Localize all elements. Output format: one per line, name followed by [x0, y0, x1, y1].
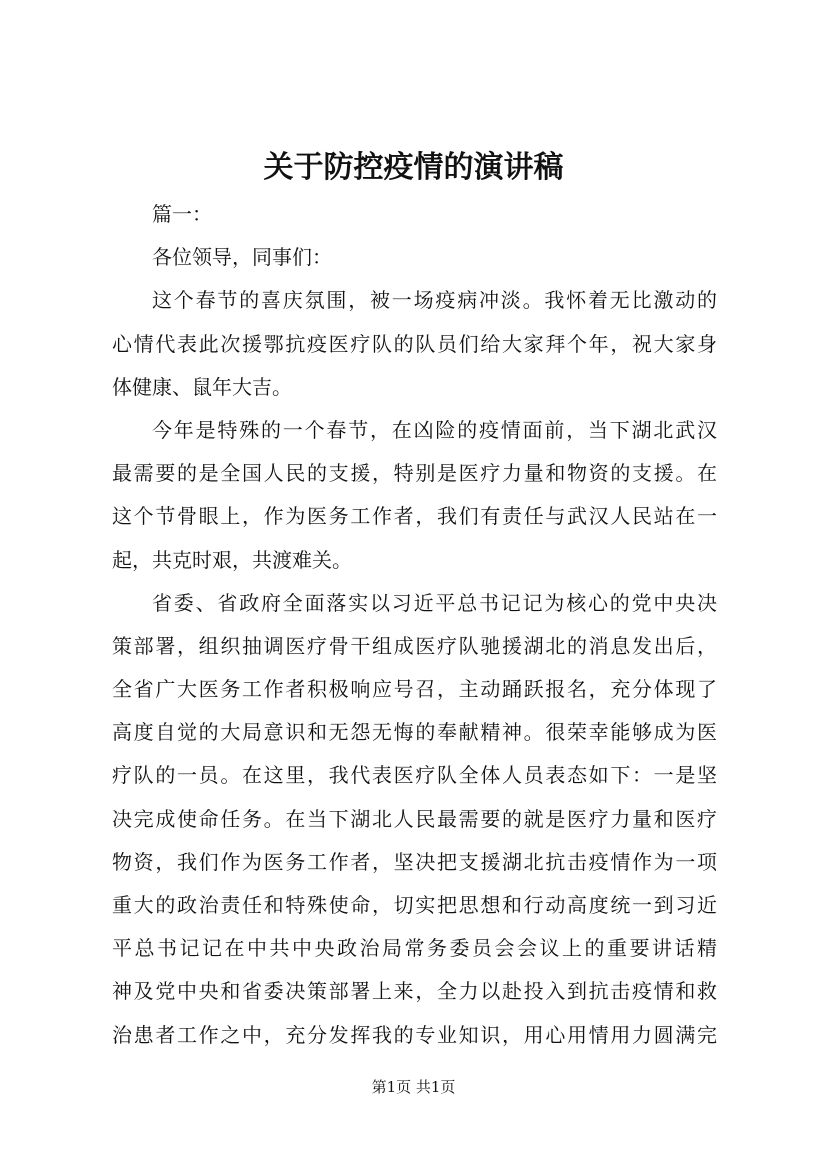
body-line: 最需要的是全国人民的支援，特别是医疗力量和物资的支援。在: [112, 461, 717, 486]
document-body: [112, 193, 717, 1057]
body-line: 省委、省政府全面落实以习近平总书记记为核心的党中央决: [152, 590, 717, 615]
body-line: 今年是特殊的一个春节，在凶险的疫情面前，当下湖北武汉: [152, 417, 717, 442]
body-line: 各位领导，同事们：: [152, 245, 332, 270]
body-line: 篇一：: [152, 202, 212, 226]
body-line: 治患者工作之中，充分发挥我的专业知识，用心用情用力圆满完: [112, 1022, 717, 1047]
body-line: 平总书记记在中共中央政治局常务委员会会议上的重要讲话精: [112, 936, 717, 961]
body-line: 疗队的一员。在这里，我代表医疗队全体人员表态如下：一是坚: [112, 763, 717, 788]
body-line: 全省广大医务工作者积极响应号召，主动踊跃报名，充分体现了: [112, 677, 717, 702]
body-line: 策部署，组织抽调医疗骨干组成医疗队驰援湖北的消息发出后，: [112, 633, 717, 658]
body-line: 高度自觉的大局意识和无怨无悔的奉献精神。很荣幸能够成为医: [112, 720, 717, 745]
body-line: 体健康、鼠年大吉。: [112, 374, 292, 399]
body-line: 决完成使命任务。在当下湖北人民最需要的就是医疗力量和医疗: [112, 806, 717, 831]
body-line: 这个春节的喜庆氛围，被一场疫病冲淡。我怀着无比激动的: [152, 288, 717, 313]
body-line: 物资，我们作为医务工作者，坚决把支援湖北抗击疫情作为一项: [112, 849, 717, 874]
body-line: 这个节骨眼上，作为医务工作者，我们有责任与武汉人民站在一: [112, 504, 717, 529]
body-line: 起，共克时艰，共渡难关。: [112, 547, 352, 572]
page-footer: 第1页 共1页: [371, 1078, 456, 1096]
body-line: 心情代表此次援鄂抗疫医疗队的队员们给大家拜个年，祝大家身: [112, 331, 717, 356]
body-line: 神及党中央和省委决策部署上来，全力以赴投入到抗击疫情和救: [112, 979, 717, 1004]
body-line: 重大的政治责任和特殊使命，切实把思想和行动高度统一到习近: [112, 893, 717, 917]
document-title: 关于防控疫情的演讲稿: [263, 150, 564, 185]
